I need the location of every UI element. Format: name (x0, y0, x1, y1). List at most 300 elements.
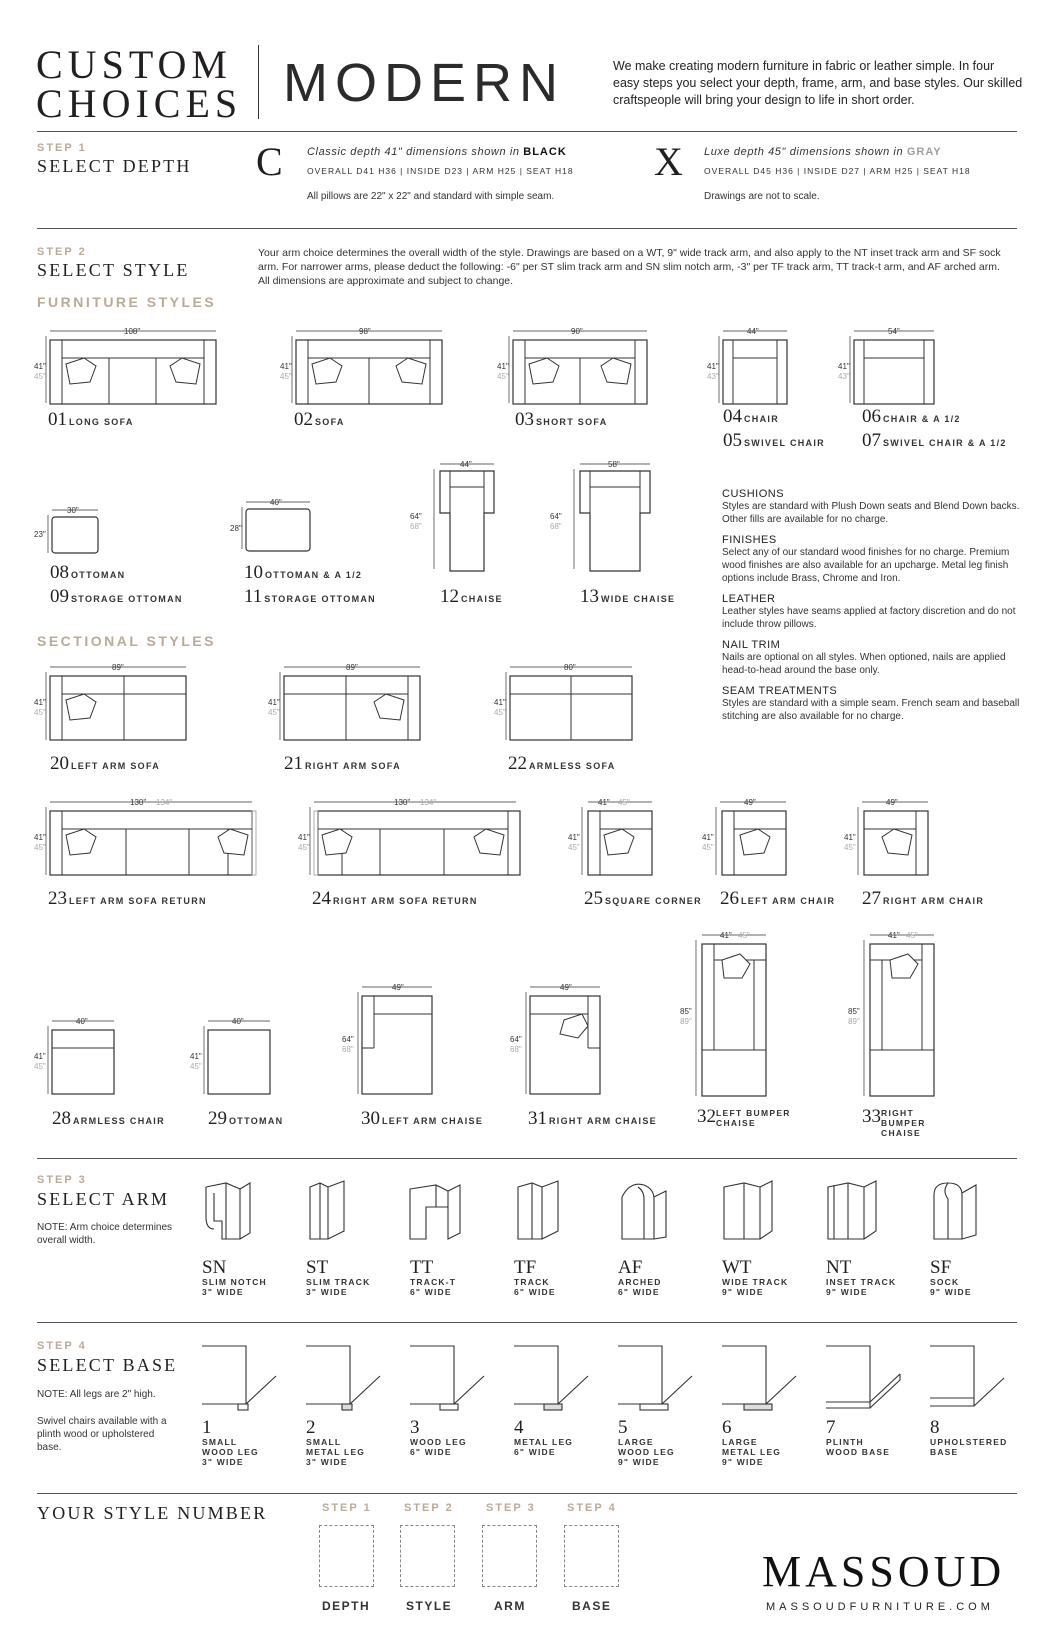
style-25-label: SQUARE CORNER (605, 896, 702, 906)
arm-st-icon (310, 1181, 344, 1239)
sect29-width: 40" (232, 1017, 244, 1026)
chair-drawing[interactable] (709, 326, 789, 406)
style-04[interactable] (723, 406, 779, 428)
info-finishes-head: FINISHES (722, 534, 777, 546)
base-6-line1: LARGE (722, 1437, 758, 1447)
style-20-num: 20 (50, 753, 69, 774)
sect24-width: 130" (394, 798, 411, 807)
sect27-depth: 41" (844, 833, 856, 842)
right-arm-sofa-return-drawing[interactable] (298, 797, 523, 882)
sect26-width: 49" (744, 798, 756, 807)
sectional-ottoman-drawing[interactable] (190, 1016, 280, 1101)
chair-depth-luxe: 43" (707, 372, 719, 381)
base-7-line1: PLINTH (826, 1437, 864, 1447)
style-07-num: 07 (862, 430, 881, 451)
style-13[interactable] (580, 586, 675, 608)
base-8-line2: BASE (930, 1447, 959, 1457)
info-cushions-head: CUSHIONS (722, 488, 785, 500)
arm-st-code: ST (306, 1257, 329, 1278)
sect32-depth-luxe: 89" (680, 1017, 692, 1026)
style-23[interactable] (48, 888, 207, 910)
style-10[interactable] (244, 562, 362, 584)
sect25-width: 41" (598, 798, 610, 807)
sect30-depth-luxe: 68" (342, 1045, 354, 1054)
left-arm-chaise-drawing[interactable] (340, 982, 450, 1102)
base-6-line2: METAL LEG (722, 1447, 782, 1457)
ottoman-half-width: 40" (270, 498, 282, 507)
ottoman-drawing[interactable] (34, 505, 104, 555)
step3-title: SELECT ARM (37, 1189, 170, 1209)
sect28-width: 40" (76, 1017, 88, 1026)
sect30-width: 49" (392, 983, 404, 992)
square-corner-drawing[interactable] (568, 797, 658, 882)
sect25-width-luxe: 45" (618, 798, 630, 807)
sect25-depth-luxe: 45" (568, 843, 580, 852)
box-step4-tag: STEP 4 (567, 1502, 617, 1514)
base-5[interactable] (618, 1418, 675, 1467)
style-input-box[interactable] (400, 1525, 455, 1587)
sofa-width: 98" (359, 327, 371, 336)
style-13-label: WIDE CHAISE (601, 594, 676, 604)
short-sofa-depth-luxe: 45" (497, 372, 509, 381)
long-sofa-depth-luxe: 45" (34, 372, 46, 381)
arm-nt-code: NT (826, 1257, 852, 1278)
armless-sofa-drawing[interactable] (494, 662, 644, 747)
info-column (722, 488, 1022, 723)
ottoman-depth: 23" (34, 530, 46, 539)
intro-text: We make creating modern furniture in fabric or leather simple. In four easy steps you select your depth, frame, arm, and base styles. Our skilled craftspeople will bring your design to life in short order. (613, 59, 1023, 107)
style-32-label: LEFT BUMPER CHAISE (716, 1108, 791, 1128)
base-2[interactable] (306, 1418, 365, 1467)
base-3-line2: 6" WIDE (410, 1447, 452, 1457)
arm-tt-name: TRACK-T (410, 1277, 457, 1287)
chaise-depth-luxe: 68" (410, 522, 422, 531)
style-28-num: 28 (52, 1108, 71, 1129)
info-seam-body: Styles are standard with a simple seam. French seam and baseball stitching are also available for no charge. (722, 698, 1020, 722)
style-04-label: CHAIR (744, 414, 779, 424)
style-27-num: 27 (862, 888, 881, 909)
base-1-line3: 3" WIDE (202, 1457, 244, 1467)
info-nail-trim-body: Nails are optional on all styles. When optioned, nails are applied head-to-head around the base only. (722, 652, 1006, 676)
style-33-label: RIGHT BUMPER CHAISE (881, 1108, 926, 1138)
title-line-1: CUSTOM (36, 42, 232, 87)
divider-1 (37, 131, 1017, 132)
sect32-depth: 85" (680, 1007, 692, 1016)
style-30-label: LEFT ARM CHAISE (382, 1116, 484, 1126)
base-3[interactable] (410, 1418, 467, 1457)
style-27-label: RIGHT ARM CHAIR (883, 896, 985, 906)
style-20[interactable] (50, 753, 160, 775)
style-08-num: 08 (50, 562, 69, 583)
step4-note-swivel: Swivel chairs available with a plinth wood or upholstered base. (37, 1416, 167, 1453)
step1-tag: STEP 1 (37, 142, 87, 154)
base-3-num: 3 (410, 1417, 420, 1438)
base-3-line1: WOOD LEG (410, 1437, 467, 1447)
arm-nt[interactable] (826, 1258, 896, 1297)
arm-nt-icon (828, 1181, 876, 1239)
box-step2-tag: STEP 2 (404, 1502, 454, 1514)
chaise-drawing[interactable] (408, 459, 498, 579)
style-06-label: CHAIR & A 1/2 (883, 414, 961, 424)
sofa-drawing[interactable] (280, 326, 450, 406)
arm-sf[interactable] (930, 1258, 972, 1297)
style-12-label: CHAISE (461, 594, 503, 604)
style-26-label: LEFT ARM CHAIR (741, 896, 836, 906)
sect26-depth-luxe: 45" (702, 843, 714, 852)
sect22-depth: 41" (494, 698, 506, 707)
divider-5 (37, 1493, 1017, 1494)
style-09-label: STORAGE OTTOMAN (71, 594, 183, 604)
base-options (202, 1340, 1022, 1417)
sect28-depth: 41" (34, 1052, 46, 1061)
sectional-styles-tag: SECTIONAL STYLES (37, 633, 216, 649)
arm-options (202, 1177, 1022, 1267)
box-step1-tag: STEP 1 (322, 1502, 372, 1514)
style-22[interactable] (508, 753, 616, 775)
sect23-depth: 41" (34, 833, 46, 842)
base-input-box[interactable] (564, 1525, 619, 1587)
style-22-num: 22 (508, 753, 527, 774)
classic-depth-note: All pillows are 22" x 22" and standard with simple seam. (307, 191, 555, 202)
depth-input-box[interactable] (319, 1525, 374, 1587)
base-6[interactable] (722, 1418, 781, 1467)
base-large-metal-leg-icon (722, 1346, 796, 1410)
left-arm-sofa-drawing[interactable] (34, 662, 194, 747)
style-31-label: RIGHT ARM CHAISE (549, 1116, 657, 1126)
base-1-line2: WOOD LEG (202, 1447, 259, 1457)
arm-af-width: 6" WIDE (618, 1287, 660, 1297)
sect20-depth: 41" (34, 698, 46, 707)
style-05[interactable] (723, 430, 825, 452)
short-sofa-width: 90" (571, 327, 583, 336)
base-5-line3: 9" WIDE (618, 1457, 660, 1467)
base-small-wood-leg-icon (202, 1346, 276, 1410)
sect23-depth-luxe: 45" (34, 843, 46, 852)
style-25-num: 25 (584, 888, 603, 909)
arm-af-icon (622, 1184, 666, 1239)
style-29-label: OTTOMAN (229, 1116, 284, 1126)
sect31-depth-luxe: 68" (510, 1045, 522, 1054)
style-03-label: SHORT SOFA (536, 417, 608, 427)
arm-wt-width: 9" WIDE (722, 1287, 764, 1297)
chair-half-depth: 41" (838, 362, 850, 371)
classic-depth-dims: OVERALL D41 H36 | INSIDE D23 | ARM H25 | SEAT H18 (307, 166, 574, 176)
arm-tt-icon (410, 1185, 460, 1239)
base-drawings (202, 1340, 1022, 1412)
arm-tf[interactable] (514, 1258, 556, 1297)
sofa-depth-luxe: 45" (280, 372, 292, 381)
style-26[interactable] (720, 888, 835, 910)
sect31-width: 49" (560, 983, 572, 992)
sect29-depth-luxe: 45" (190, 1062, 202, 1071)
wide-chaise-drawing[interactable] (548, 459, 658, 579)
luxe-depth-dims: OVERALL D45 H36 | INSIDE D27 | ARM H25 | SEAT H18 (704, 166, 971, 176)
arm-st[interactable] (306, 1258, 370, 1297)
step2-intro: Your arm choice determines the overall width of the style. Drawings are based on a WT, 9" wide track arm, and also apply to the NT inset track arm and SF sock arm. For narrower arms, please deduct the following: -6" per ST slim track arm and SN slim notch arm, -3" per TF track arm, TT track-t arm, and AF arched arm. All dimensions are approximate and subject to change. (258, 247, 1001, 287)
style-29[interactable] (208, 1108, 283, 1130)
base-8-line1: UPHOLSTERED (930, 1437, 1008, 1447)
style-23-num: 23 (48, 888, 67, 909)
step4-title: SELECT BASE (37, 1355, 178, 1375)
style-02-num: 02 (294, 409, 313, 430)
base-4-num: 4 (514, 1417, 524, 1438)
right-bumper-chaise-drawing[interactable] (848, 930, 938, 1100)
info-seam-head: SEAM TREATMENTS (722, 685, 838, 697)
box-step3-tag: STEP 3 (486, 1502, 536, 1514)
base-upholstered-icon (930, 1346, 1004, 1406)
style-01-label: LONG SOFA (69, 417, 134, 427)
arm-label: ARM (494, 1599, 526, 1613)
left-arm-sofa-return-drawing[interactable] (34, 797, 259, 882)
base-1-line1: SMALL (202, 1437, 238, 1447)
wide-chaise-depth: 64" (550, 512, 562, 521)
sect33-width: 41" (888, 931, 900, 940)
style-27[interactable] (862, 888, 984, 910)
style-21-label: RIGHT ARM SOFA (305, 761, 401, 771)
style-11[interactable] (244, 586, 376, 608)
base-2-line1: SMALL (306, 1437, 342, 1447)
step2-tag: STEP 2 (37, 246, 87, 258)
classic-color-word: BLACK (523, 146, 567, 158)
style-01-num: 01 (48, 409, 67, 430)
step4-note-legs: NOTE: All legs are 2" high. (37, 1389, 156, 1400)
arm-sn-code: SN (202, 1257, 227, 1278)
base-metal-leg-icon (514, 1346, 588, 1410)
long-sofa-width: 108" (124, 327, 141, 336)
style-03[interactable] (515, 409, 608, 431)
arm-sf-icon (934, 1183, 976, 1239)
base-5-line2: WOOD LEG (618, 1447, 675, 1457)
step3-tag: STEP 3 (37, 1174, 87, 1186)
style-05-label: SWIVEL CHAIR (744, 438, 825, 448)
style-02-label: SOFA (315, 417, 345, 427)
style-06-num: 06 (862, 406, 881, 427)
style-11-num: 11 (244, 586, 263, 607)
chaise-width: 44" (460, 460, 472, 469)
brand-site-link[interactable]: MASSOUDFURNITURE.COM (766, 1601, 994, 1613)
style-33-num: 33 (862, 1106, 881, 1127)
style-32[interactable] (697, 1106, 796, 1128)
style-31[interactable] (528, 1108, 657, 1130)
long-sofa-depth: 41" (34, 362, 46, 371)
style-08[interactable] (50, 562, 125, 584)
furniture-styles-tag: FURNITURE STYLES (37, 294, 217, 310)
base-plinth-wood-icon (826, 1346, 900, 1408)
style-10-label: OTTOMAN & A 1/2 (265, 570, 363, 580)
arm-input-box[interactable] (482, 1525, 537, 1587)
base-wood-leg-icon (410, 1346, 484, 1410)
chair-half-width: 54" (888, 327, 900, 336)
style-28-label: ARMLESS CHAIR (73, 1116, 165, 1126)
style-33[interactable] (862, 1106, 961, 1138)
style-07[interactable] (862, 430, 1007, 452)
base-7-line2: WOOD BASE (826, 1447, 891, 1457)
divider-4 (37, 1322, 1017, 1323)
style-number-title: YOUR STYLE NUMBER (37, 1503, 268, 1523)
sect25-depth: 41" (568, 833, 580, 842)
style-32-num: 32 (697, 1106, 716, 1127)
chair-width: 44" (747, 327, 759, 336)
sect30-depth: 64" (342, 1035, 354, 1044)
chair-and-half-drawing[interactable] (840, 326, 940, 406)
style-09[interactable] (50, 586, 183, 608)
arm-af-name: ARCHED (618, 1277, 662, 1287)
style-29-num: 29 (208, 1108, 227, 1129)
arm-sf-code: SF (930, 1257, 952, 1278)
arm-sn[interactable] (202, 1258, 267, 1297)
sect22-width: 80" (564, 663, 576, 672)
base-1[interactable] (202, 1418, 259, 1467)
armless-chair-drawing[interactable] (34, 1016, 124, 1101)
chair-half-depth-luxe: 43" (838, 372, 850, 381)
left-arm-chair-drawing[interactable] (702, 797, 792, 882)
style-05-num: 05 (723, 430, 742, 451)
arm-wt-code: WT (722, 1257, 752, 1278)
right-arm-chair-drawing[interactable] (844, 797, 934, 882)
style-11-label: STORAGE OTTOMAN (264, 594, 376, 604)
info-cushions-body: Styles are standard with Plush Down seats and Blend Down backs. Other fills are available for no charge. (722, 501, 1020, 525)
ottoman-half-drawing[interactable] (230, 497, 320, 557)
style-02[interactable] (294, 409, 345, 431)
arm-wt-name: WIDE TRACK (722, 1277, 789, 1287)
chaise-depth: 64" (410, 512, 422, 521)
arm-st-width: 3" WIDE (306, 1287, 348, 1297)
style-21-num: 21 (284, 753, 303, 774)
style-26-num: 26 (720, 888, 739, 909)
info-nail-trim-head: NAIL TRIM (722, 639, 781, 651)
style-08-label: OTTOMAN (71, 570, 126, 580)
chair-depth: 41" (707, 362, 719, 371)
style-01[interactable] (48, 409, 134, 431)
base-7[interactable] (826, 1418, 890, 1457)
step2-title: SELECT STYLE (37, 260, 190, 280)
sect33-depth: 85" (848, 1007, 860, 1016)
arm-tt-code: TT (410, 1257, 434, 1278)
title-divider (258, 45, 259, 119)
sect20-width: 89" (112, 663, 124, 672)
sect29-depth: 41" (190, 1052, 202, 1061)
style-24[interactable] (312, 888, 478, 910)
base-1-num: 1 (202, 1417, 212, 1438)
style-25[interactable] (584, 888, 702, 910)
title-line-2: CHOICES (36, 81, 243, 126)
base-small-metal-leg-icon (306, 1346, 380, 1410)
style-04-num: 04 (723, 406, 742, 427)
base-8[interactable] (930, 1418, 1007, 1457)
style-09-num: 09 (50, 586, 69, 607)
title-right: MODERN (283, 53, 565, 113)
sect20-depth-luxe: 45" (34, 708, 46, 717)
base-6-line3: 9" WIDE (722, 1457, 764, 1467)
style-10-num: 10 (244, 562, 263, 583)
arm-tf-name: TRACK (514, 1277, 550, 1287)
arm-sf-name: SOCK (930, 1277, 960, 1287)
style-12[interactable] (440, 586, 503, 608)
arm-st-name: SLIM TRACK (306, 1277, 371, 1287)
style-31-num: 31 (528, 1108, 547, 1129)
sect32-width: 41" (720, 931, 732, 940)
sect24-width-luxe: 134" (420, 798, 437, 807)
sect23-width-luxe: 134" (156, 798, 173, 807)
arm-af[interactable] (618, 1258, 662, 1297)
luxe-depth-note: Drawings are not to scale. (704, 191, 820, 202)
style-22-label: ARMLESS SOFA (529, 761, 616, 771)
luxe-depth-text: Luxe depth 45" dimensions shown in (704, 146, 904, 158)
sect21-depth: 41" (268, 698, 280, 707)
sect31-depth: 64" (510, 1035, 522, 1044)
style-24-num: 24 (312, 888, 331, 909)
info-finishes-body: Select any of our standard wood finishes for no charge. Premium wood finishes are also available for an upcharge. Metal leg finish options include Brass, Chrome and Iron. (722, 547, 1010, 584)
sect24-depth: 41" (298, 833, 310, 842)
arm-tf-icon (518, 1181, 558, 1239)
info-leather-head: LEATHER (722, 593, 776, 605)
wide-chaise-depth-luxe: 68" (550, 522, 562, 531)
sect32-width-luxe: 45" (738, 931, 750, 940)
base-5-line1: LARGE (618, 1437, 654, 1447)
arm-wt-icon (724, 1181, 772, 1239)
style-07-label: SWIVEL CHAIR & A 1/2 (883, 438, 1007, 448)
left-bumper-chaise-drawing[interactable] (680, 930, 770, 1100)
style-20-label: LEFT ARM SOFA (71, 761, 161, 771)
sect22-depth-luxe: 45" (494, 708, 506, 717)
right-arm-chaise-drawing[interactable] (508, 982, 618, 1102)
style-28[interactable] (52, 1108, 165, 1130)
divider-2 (37, 228, 1017, 229)
base-label: BASE (572, 1599, 612, 1613)
sect21-width: 89" (346, 663, 358, 672)
sect23-width: 130" (130, 798, 147, 807)
base-2-line3: 3" WIDE (306, 1457, 348, 1467)
brand-logo[interactable]: MASSOUD (762, 1547, 1006, 1596)
base-7-num: 7 (826, 1417, 836, 1438)
style-21[interactable] (284, 753, 401, 775)
right-arm-sofa-drawing[interactable] (268, 662, 428, 747)
base-6-num: 6 (722, 1417, 732, 1438)
sect33-depth-luxe: 89" (848, 1017, 860, 1026)
arm-wt[interactable] (722, 1258, 788, 1297)
style-06[interactable] (862, 406, 961, 428)
short-sofa-drawing[interactable] (497, 326, 652, 406)
base-5-num: 5 (618, 1417, 628, 1438)
long-sofa-drawing[interactable] (34, 326, 224, 406)
info-leather-body: Leather styles have seams applied at factory discretion and do not include throw pillows. (722, 606, 1016, 630)
arm-sn-name: SLIM NOTCH (202, 1277, 267, 1287)
luxe-depth-heading (704, 146, 942, 158)
sect27-depth-luxe: 45" (844, 843, 856, 852)
wide-chaise-width: 58" (608, 460, 620, 469)
luxe-depth-letter[interactable]: X (654, 139, 683, 184)
arm-drawings (202, 1177, 1022, 1251)
classic-depth-letter[interactable]: C (256, 139, 283, 184)
base-4-line1: METAL LEG (514, 1437, 574, 1447)
ottoman-width: 30" (67, 506, 79, 515)
arm-nt-name: INSET TRACK (826, 1277, 897, 1287)
style-30[interactable] (361, 1108, 483, 1130)
arm-sf-width: 9" WIDE (930, 1287, 972, 1297)
arm-tf-code: TF (514, 1257, 537, 1278)
arm-nt-width: 9" WIDE (826, 1287, 868, 1297)
style-24-label: RIGHT ARM SOFA RETURN (333, 896, 478, 906)
base-4[interactable] (514, 1418, 573, 1457)
short-sofa-depth: 41" (497, 362, 509, 371)
ottoman-half-depth: 28" (230, 524, 242, 533)
style-03-num: 03 (515, 409, 534, 430)
arm-sn-width: 3" WIDE (202, 1287, 244, 1297)
arm-tt[interactable] (410, 1258, 456, 1297)
arm-tf-width: 6" WIDE (514, 1287, 556, 1297)
step3-note: NOTE: Arm choice determines overall width. (37, 1222, 173, 1246)
style-12-num: 12 (440, 586, 459, 607)
